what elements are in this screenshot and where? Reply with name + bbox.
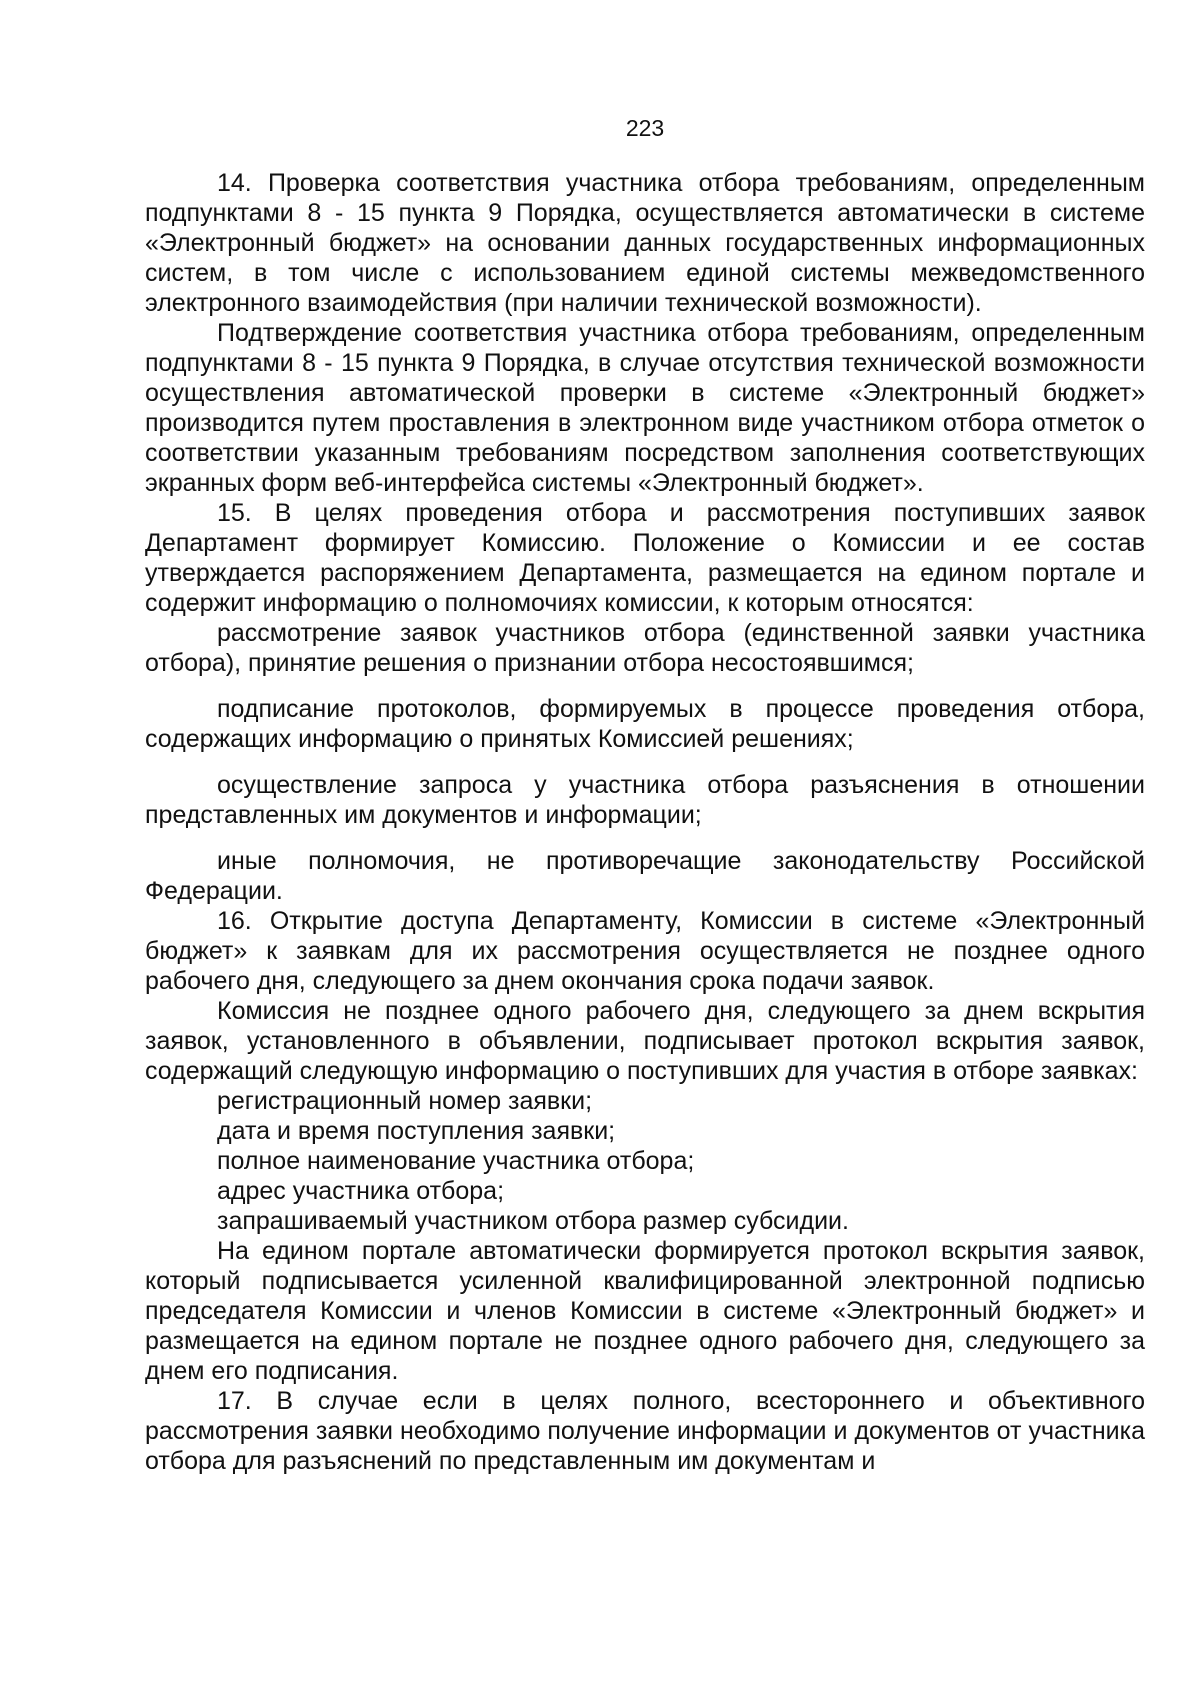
commission-power-review: рассмотрение заявок участников отбора (единственной заявки участника отбора), принятие решения о признании отбора несостоявшимся; xyxy=(145,619,1145,677)
paragraph-opening-protocol: Комиссия не позднее одного рабочего дня, следующего за днем вскрытия заявок, установленного в объявлении, подписывает протокол вскрытия заявок, содержащий следующую информацию о поступивших для участия в отборе заявках: xyxy=(145,997,1145,1085)
list-item-full-name: полное наименование участника отбора; xyxy=(217,1147,695,1175)
commission-power-other: иные полномочия, не противоречащие законодательству Российской Федерации. xyxy=(145,847,1145,905)
document-body xyxy=(145,168,1145,1476)
paragraph-14: 14. Проверка соответствия участника отбора требованиям, определенным подпунктами 8 - 15 пункта 9 Порядка, осуществляется автоматически в системе «Электронный бюджет» на основании данных государственных информационных систем, в том числе с использованием единой системы межведомственного электронного взаимодействия (при наличии технической возможности). xyxy=(145,169,1145,317)
list-item-address: адрес участника отбора; xyxy=(217,1177,505,1205)
paragraph-portal-protocol: На едином портале автоматически формируется протокол вскрытия заявок, который подписывается усиленной квалифицированной электронной подписью председателя Комиссии и членов Комиссии в системе «Электронный бюджет» и размещается на едином портале не позднее одного рабочего дня, следующего за днем его подписания. xyxy=(145,1237,1145,1385)
list-item-registration-number: регистрационный номер заявки; xyxy=(217,1087,593,1115)
list-item-subsidy-amount: запрашиваемый участником отбора размер субсидии. xyxy=(217,1207,849,1235)
paragraph-confirmation: Подтверждение соответствия участника отбора требованиям, определенным подпунктами 8 - 15 пункта 9 Порядка, в случае отсутствия технической возможности осуществления автоматической проверки в системе «Электронный бюджет» производится путем проставления в электронном виде участником отбора отметок о соответствии указанным требованиям посредством заполнения соответствующих экранных форм веб-интерфейса системы «Электронный бюджет». xyxy=(145,319,1145,497)
commission-power-protocols: подписание протоколов, формируемых в процессе проведения отбора, содержащих информацию о принятых Комиссией решениях; xyxy=(145,695,1145,753)
list-item-date-time: дата и время поступления заявки; xyxy=(217,1117,616,1145)
paragraph-15: 15. В целях проведения отбора и рассмотрения поступивших заявок Департамент формирует Комиссию. Положение о Комиссии и ее состав утверждается распоряжением Департамента, размещается на едином портале и содержит информацию о полномочиях комиссии, к которым относятся: xyxy=(145,499,1145,617)
paragraph-17: 17. В случае если в целях полного, всестороннего и объективного рассмотрения заявки необходимо получение информации и документов от участника отбора для разъяснений по представленным им документам и xyxy=(145,1387,1145,1475)
paragraph-16: 16. Открытие доступа Департаменту, Комиссии в системе «Электронный бюджет» к заявкам для их рассмотрения осуществляется не позднее одного рабочего дня, следующего за днем окончания срока подачи заявок. xyxy=(145,907,1145,995)
commission-power-request: осуществление запроса у участника отбора разъяснения в отношении представленных им документов и информации; xyxy=(145,771,1145,829)
page-number: 223 xyxy=(625,115,665,141)
